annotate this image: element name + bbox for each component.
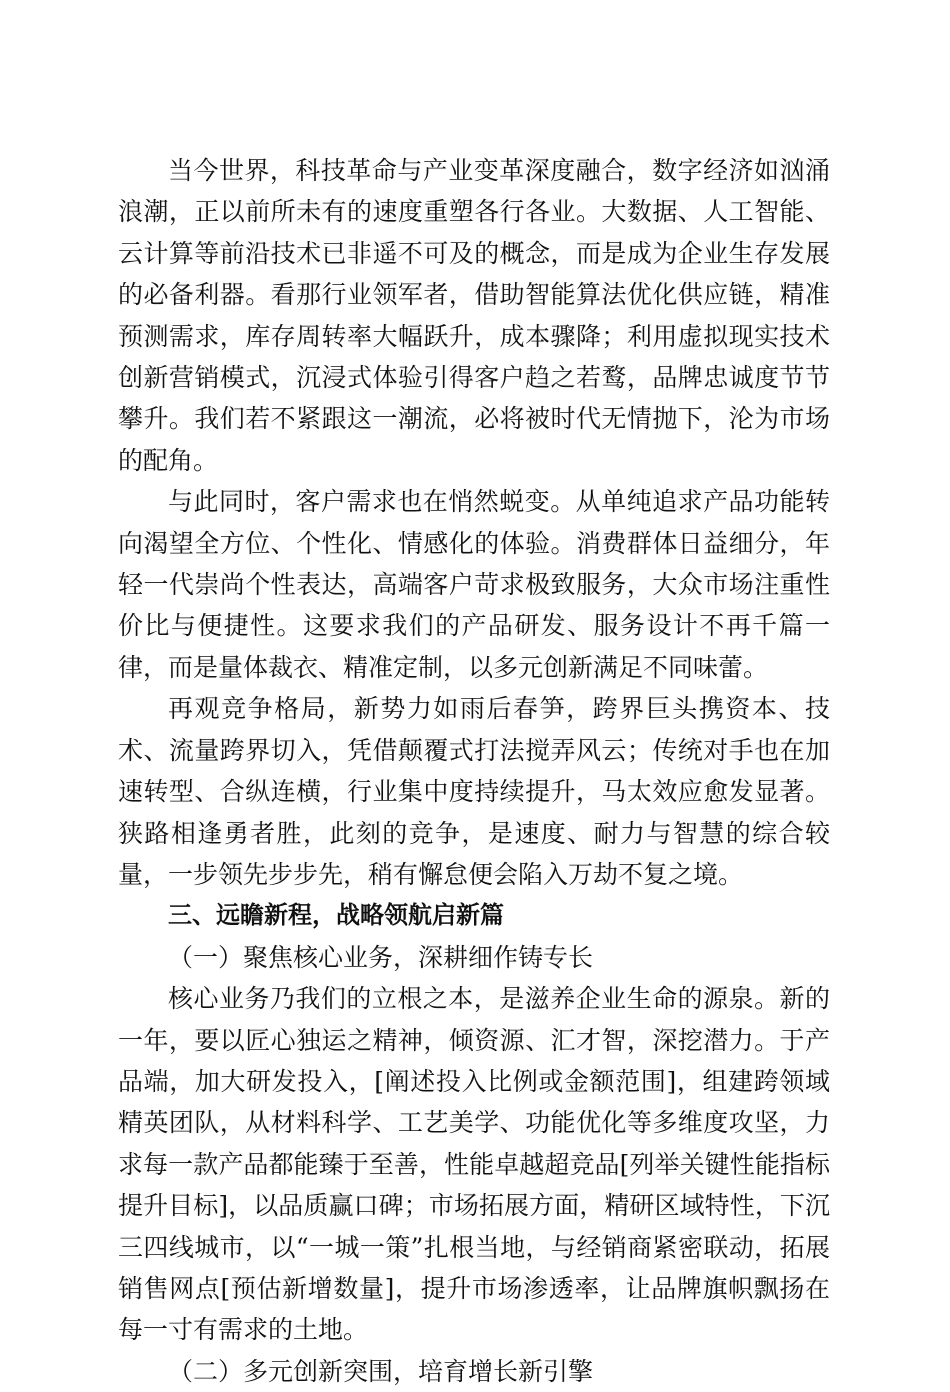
document-body xyxy=(118,150,830,1392)
subsection-heading-1: （一）聚焦核心业务，深耕细作铸专长 xyxy=(168,942,594,972)
paragraph-digital-economy: 当今世界，科技革命与产业变革深度融合，数字经济如汹涌浪潮，正以前所未有的速度重塑各行各业。大数据、人工智能、云计算等前沿技术已非遥不可及的概念，而是成为企业生存发展的必备利器。看那行业领军者，借助智能算法优化供应链，精准预测需求，库存周转率大幅跃升，成本骤降；利用虚拟现实技术创新营销模式，沉浸式体验引得客户趋之若鹜，品牌忠诚度节节攀升。我们若不紧跟这一潮流，必将被时代无情抛下，沦为市场的配角。 xyxy=(118,156,830,475)
paragraph-customer-needs: 与此同时，客户需求也在悄然蜕变。从单纯追求产品功能转向渴望全方位、个性化、情感化的体验。消费群体日益细分，年轻一代崇尚个性表达，高端客户苛求极致服务，大众市场注重性价比与便捷性。这要求我们的产品研发、服务设计不再千篇一律，而是量体裁衣、精准定制，以多元创新满足不同味蕾。 xyxy=(118,487,830,682)
subsection-heading-2: （二）多元创新突围，培育增长新引擎 xyxy=(168,1356,594,1386)
paragraph-core-business: 核心业务乃我们的立根之本，是滋养企业生命的源泉。新的一年，要以匠心独运之精神，倾资源、汇才智，深挖潜力。于产品端，加大研发投入，[阐述投入比例或金额范围]，组建跨领域精英团队，从材料科学、工艺美学、功能优化等多维度攻坚，力求每一款产品都能臻于至善，性能卓越超竞品[列举关键性能指标提升目标]，以品质赢口碑；市场拓展方面，精研区域特性，下沉三四线城市，以“一城一策”扎根当地，与经销商紧密联动，拓展销售网点[预估新增数量]，提升市场渗透率，让品牌旗帜飘扬在每一寸有需求的土地。 xyxy=(118,984,830,1345)
section-heading: 三、远瞻新程，战略领航启新篇 xyxy=(168,901,504,930)
paragraph-competition: 再观竞争格局，新势力如雨后春笋，跨界巨头携资本、技术、流量跨界切入，凭借颠覆式打法搅弄风云；传统对手也在加速转型、合纵连横，行业集中度持续提升，马太效应愈发显著。狭路相逢勇者胜，此刻的竞争，是速度、耐力与智慧的综合较量，一步领先步步先，稍有懈怠便会陷入万劫不复之境。 xyxy=(118,694,830,889)
